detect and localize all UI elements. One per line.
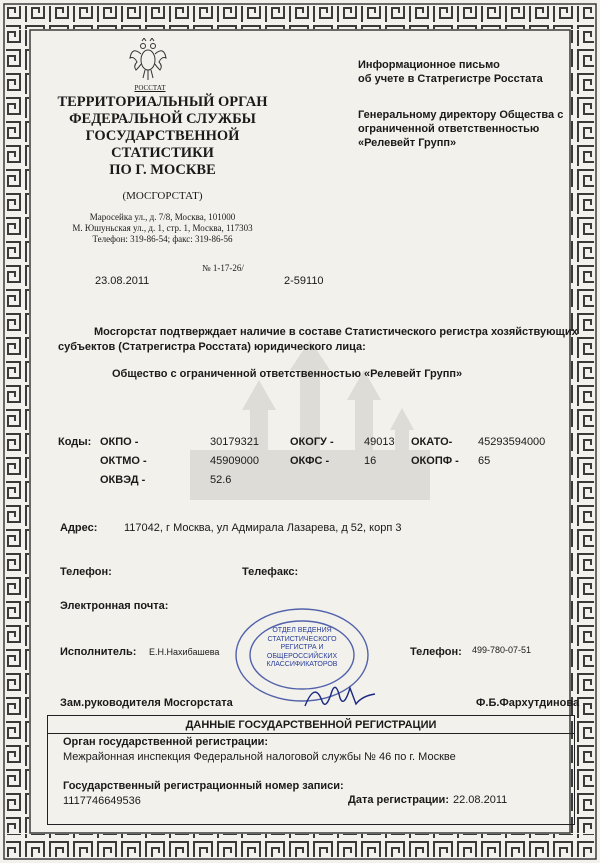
org-address-line: Маросейка ул., д. 7/8, Москва, 101000 [89, 212, 236, 222]
confirm-line: Мосгорстат подтверждает наличие в составе Статистического регистра хозяйствующих [94, 326, 578, 338]
org-name-line: ГОСУДАРСТВЕННОЙ [85, 128, 240, 144]
oktmo-label: ОКТМО - [100, 455, 147, 467]
reg-organ-label: Орган государственной регистрации: [63, 736, 269, 748]
recipient-line: «Релевейт Групп» [358, 137, 457, 149]
letter-title-line: Информационное письмо [358, 59, 500, 71]
confirm-line: субъектов (Статрегистра Росстата) юридического лица: [58, 341, 366, 353]
executor-name: Е.Н.Нахибашева [149, 647, 220, 657]
signatory-position: Зам.руководителя Мосгорстата [60, 697, 233, 709]
org-name-line: ФЕДЕРАЛЬНОЙ СЛУЖБЫ [69, 111, 256, 127]
letter-title-line: об учете в Статрегистре Росстата [358, 73, 543, 85]
okfs-label: ОКФС - [290, 455, 330, 467]
recipient-line: ограниченной ответственностью [358, 123, 540, 135]
stamp-line: СТАТИСТИЧЕСКОГО [267, 635, 337, 643]
letter-number-suffix: 2-59110 [284, 275, 324, 287]
org-address-line: Телефон: 319-86-54; факс: 319-86-56 [92, 234, 233, 244]
stamp-line: ОБЩЕРОССИЙСКИХ [266, 652, 338, 660]
okved-value: 52.6 [210, 474, 232, 486]
registration-box [47, 715, 575, 825]
emblem-caption: РОССТАТ [134, 84, 166, 92]
exec-phone-value: 499-780-07-51 [472, 645, 532, 655]
oktmo-value: 45909000 [210, 455, 259, 467]
signature-icon [300, 676, 380, 716]
org-name-line: ТЕРРИТОРИАЛЬНЫЙ ОРГАН [57, 94, 268, 110]
executor-label: Исполнитель: [60, 646, 137, 658]
reg-organ-value: Межрайонная инспекция Федеральной налоговой службы № 46 по г. Москве [63, 751, 456, 763]
address-label: Адрес: [60, 522, 98, 534]
stamp-line: ОТДЕЛ ВЕДЕНИЯ [272, 627, 332, 634]
recipient-line: Генеральному директору Общества с [358, 109, 564, 121]
stamp-line: РЕГИСТРА И [280, 644, 324, 651]
letter-number-prefix: № 1-17-26/ [202, 263, 244, 273]
reg-date-value: 22.08.2011 [453, 794, 508, 806]
okato-value: 45293594000 [478, 436, 546, 448]
address-value: 117042, г Москва, ул Адмирала Лазарева, д 52, корп 3 [124, 522, 402, 534]
org-name-line: ПО Г. МОСКВЕ [109, 162, 216, 178]
okpo-value: 30179321 [210, 436, 259, 448]
okogu-value: 49013 [364, 436, 395, 448]
registration-divider [48, 733, 574, 734]
okpo-label: ОКПО - [100, 436, 139, 448]
reg-number-label: Государственный регистрационный номер записи: [63, 780, 344, 792]
registration-header: ДАННЫЕ ГОСУДАРСТВЕННОЙ РЕГИСТРАЦИИ [185, 719, 437, 731]
org-short-name: (МОСГОРСТАТ) [122, 190, 203, 202]
okato-label: ОКАТО- [411, 436, 453, 448]
stamp-text [262, 627, 342, 670]
phone-label: Телефон: [60, 566, 112, 578]
org-block [40, 36, 285, 245]
exec-phone-label: Телефон: [410, 646, 462, 658]
okogu-label: ОКОГУ - [290, 436, 334, 448]
recipient [358, 108, 563, 150]
letter-title [358, 58, 543, 86]
signatory-name: Ф.Б.Фархутдинова [476, 697, 580, 709]
reg-date-label: Дата регистрации: [348, 794, 449, 806]
okved-label: ОКВЭД - [100, 474, 146, 486]
reg-number-value: 1117746649536 [63, 795, 141, 807]
org-address [40, 212, 285, 245]
fax-label: Телефакс: [242, 566, 299, 578]
org-name-line: СТАТИСТИКИ [111, 145, 214, 161]
letter-date: 23.08.2011 [95, 275, 150, 287]
church-watermark-icon [150, 340, 470, 510]
okfs-value: 16 [364, 455, 377, 467]
org-name [40, 94, 285, 179]
stamp-line: КЛАССИФИКАТОРОВ [266, 661, 338, 668]
email-label: Электронная почта: [60, 600, 169, 612]
codes-label: Коды: [58, 436, 92, 448]
org-address-line: М. Юшуньская ул., д. 1, стр. 1, Москва, 117303 [72, 223, 253, 233]
okopf-label: ОКОПФ - [411, 455, 459, 467]
entity-name: Общество с ограниченной ответственностью «Релевейт Групп» [112, 368, 463, 380]
okopf-value: 65 [478, 455, 491, 467]
